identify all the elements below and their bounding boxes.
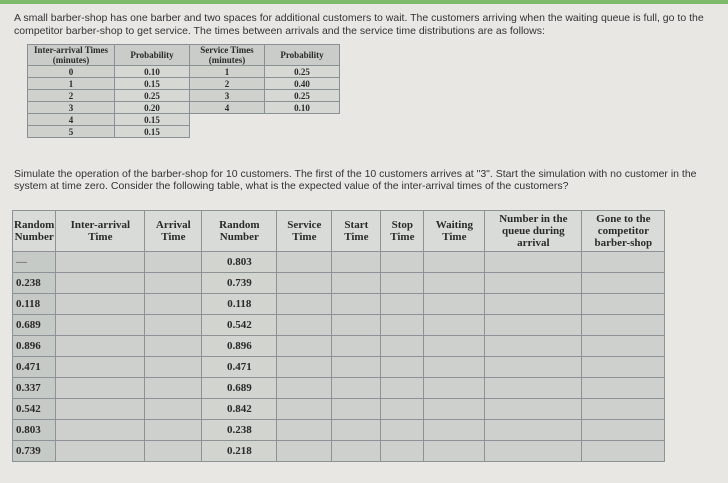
stop-time-cell[interactable]: [381, 294, 424, 315]
table-row: [13, 336, 665, 357]
stop-time-cell[interactable]: [381, 441, 424, 462]
table-row: [13, 441, 665, 462]
service-random-number-cell: 0.689: [202, 378, 277, 399]
gone-to-competitor-cell[interactable]: [582, 420, 665, 441]
arrival-time-cell[interactable]: [145, 441, 202, 462]
service-time-cell[interactable]: [277, 399, 332, 420]
service-random-number-cell: 0.471: [202, 357, 277, 378]
table-row: [13, 315, 665, 336]
inter-arrival-prob-cell: 0.15: [115, 114, 190, 126]
number-in-queue-cell[interactable]: [485, 420, 582, 441]
waiting-time-cell[interactable]: [424, 294, 485, 315]
waiting-time-cell[interactable]: [424, 399, 485, 420]
distribution-table: [27, 44, 340, 138]
gone-to-competitor-cell[interactable]: [582, 441, 665, 462]
service-time-cell: 4: [190, 102, 265, 114]
waiting-time-cell[interactable]: [424, 357, 485, 378]
gone-to-competitor-cell[interactable]: [582, 294, 665, 315]
gone-to-competitor-cell[interactable]: [582, 273, 665, 294]
inter-arrival-time-cell[interactable]: [56, 441, 145, 462]
random-number-cell: 0.471: [13, 357, 56, 378]
header-service-times: Service Times (minutes): [190, 45, 265, 66]
start-time-cell[interactable]: [332, 294, 381, 315]
service-random-number-cell: 0.803: [202, 252, 277, 273]
service-random-number-cell: 0.118: [202, 294, 277, 315]
random-number-cell: 0.542: [13, 399, 56, 420]
random-number-cell: 0.689: [13, 315, 56, 336]
random-number-cell: 0.337: [13, 378, 56, 399]
stop-time-cell[interactable]: [381, 399, 424, 420]
inter-arrival-time-cell: 1: [28, 78, 115, 90]
inter-arrival-time-cell: 2: [28, 90, 115, 102]
empty-cell: [265, 114, 340, 126]
service-prob-cell: 0.25: [265, 90, 340, 102]
number-in-queue-cell[interactable]: [485, 315, 582, 336]
arrival-time-cell[interactable]: [145, 378, 202, 399]
service-time-cell[interactable]: [277, 378, 332, 399]
table-row: [13, 294, 665, 315]
waiting-time-cell[interactable]: [424, 420, 485, 441]
service-random-number-cell: 0.238: [202, 420, 277, 441]
waiting-time-cell[interactable]: [424, 441, 485, 462]
inter-arrival-time-cell[interactable]: [56, 378, 145, 399]
table-row: [13, 378, 665, 399]
waiting-time-cell[interactable]: [424, 252, 485, 273]
service-time-cell[interactable]: [277, 252, 332, 273]
inter-arrival-time-cell: 3: [28, 102, 115, 114]
inter-arrival-prob-cell: 0.10: [115, 66, 190, 78]
header-start-time: Start Time: [332, 211, 381, 252]
inter-arrival-time-cell[interactable]: [56, 294, 145, 315]
start-time-cell[interactable]: [332, 252, 381, 273]
header-number-in-queue: Number in the queue during arrival: [485, 211, 582, 252]
table-row: [13, 252, 665, 273]
service-time-cell: 2: [190, 78, 265, 90]
start-time-cell[interactable]: [332, 441, 381, 462]
arrival-time-cell[interactable]: [145, 357, 202, 378]
arrival-time-cell[interactable]: [145, 273, 202, 294]
service-time-cell: 3: [190, 90, 265, 102]
header-probability-1: Probability: [115, 45, 190, 66]
inter-arrival-time-cell[interactable]: [56, 336, 145, 357]
header-random-number-service: Random Number: [202, 211, 277, 252]
gone-to-competitor-cell[interactable]: [582, 252, 665, 273]
start-time-cell[interactable]: [332, 336, 381, 357]
random-number-cell: 0.238: [13, 273, 56, 294]
service-time-cell[interactable]: [277, 294, 332, 315]
service-random-number-cell: 0.218: [202, 441, 277, 462]
empty-cell: [190, 114, 265, 126]
number-in-queue-cell[interactable]: [485, 357, 582, 378]
waiting-time-cell[interactable]: [424, 378, 485, 399]
waiting-time-cell[interactable]: [424, 336, 485, 357]
stop-time-cell[interactable]: [381, 357, 424, 378]
start-time-cell[interactable]: [332, 378, 381, 399]
service-time-cell[interactable]: [277, 336, 332, 357]
number-in-queue-cell[interactable]: [485, 273, 582, 294]
stop-time-cell[interactable]: [381, 273, 424, 294]
arrival-time-cell[interactable]: [145, 315, 202, 336]
inter-arrival-time-cell[interactable]: [56, 273, 145, 294]
gone-to-competitor-cell[interactable]: [582, 378, 665, 399]
header-arrival-time: Arrival Time: [145, 211, 202, 252]
number-in-queue-cell[interactable]: [485, 336, 582, 357]
inter-arrival-time-cell: 5: [28, 126, 115, 138]
header-gone-to-competitor: Gone to the competitor barber-shop: [582, 211, 665, 252]
distribution-row: [28, 90, 340, 102]
inter-arrival-prob-cell: 0.20: [115, 102, 190, 114]
arrival-time-cell[interactable]: [145, 294, 202, 315]
random-number-cell: —: [13, 252, 56, 273]
waiting-time-cell[interactable]: [424, 315, 485, 336]
table-row: [13, 420, 665, 441]
simulation-table: [12, 210, 665, 462]
distribution-row: [28, 126, 340, 138]
service-random-number-cell: 0.842: [202, 399, 277, 420]
number-in-queue-cell[interactable]: [485, 252, 582, 273]
gone-to-competitor-cell[interactable]: [582, 315, 665, 336]
inter-arrival-prob-cell: 0.15: [115, 126, 190, 138]
number-in-queue-cell[interactable]: [485, 294, 582, 315]
arrival-time-cell[interactable]: [145, 399, 202, 420]
header-service-time: Service Time: [277, 211, 332, 252]
table-row: [13, 357, 665, 378]
stop-time-cell[interactable]: [381, 420, 424, 441]
intro-text: A small barber-shop has one barber and two spaces for additional customers to wait. The customers arriving when the waiting queue is full, go to the competitor barber-shop to get service. The times between arrivals and the service time distributions are as follows:: [14, 12, 704, 37]
table-row: [13, 399, 665, 420]
number-in-queue-cell[interactable]: [485, 399, 582, 420]
stop-time-cell[interactable]: [381, 252, 424, 273]
inter-arrival-time-cell: 0: [28, 66, 115, 78]
inter-arrival-time-cell[interactable]: [56, 399, 145, 420]
number-in-queue-cell[interactable]: [485, 441, 582, 462]
service-random-number-cell: 0.739: [202, 273, 277, 294]
start-time-cell[interactable]: [332, 357, 381, 378]
inter-arrival-time-cell[interactable]: [56, 420, 145, 441]
service-prob-cell: 0.10: [265, 102, 340, 114]
number-in-queue-cell[interactable]: [485, 378, 582, 399]
stop-time-cell[interactable]: [381, 336, 424, 357]
inter-arrival-time-cell: 4: [28, 114, 115, 126]
empty-cell: [190, 126, 265, 138]
inter-arrival-time-cell[interactable]: [56, 315, 145, 336]
inter-arrival-prob-cell: 0.25: [115, 90, 190, 102]
inter-arrival-time-cell[interactable]: [56, 357, 145, 378]
service-prob-cell: 0.40: [265, 78, 340, 90]
waiting-time-cell[interactable]: [424, 273, 485, 294]
distribution-row: [28, 78, 340, 90]
service-random-number-cell: 0.542: [202, 315, 277, 336]
distribution-row: [28, 66, 340, 78]
header-waiting-time: Waiting Time: [424, 211, 485, 252]
top-accent-line: [0, 0, 728, 4]
empty-cell: [265, 126, 340, 138]
gone-to-competitor-cell[interactable]: [582, 399, 665, 420]
random-number-cell: 0.803: [13, 420, 56, 441]
stop-time-cell[interactable]: [381, 315, 424, 336]
service-random-number-cell: 0.896: [202, 336, 277, 357]
arrival-time-cell[interactable]: [145, 336, 202, 357]
header-stop-time: Stop Time: [381, 211, 424, 252]
service-time-cell[interactable]: [277, 357, 332, 378]
gone-to-competitor-cell[interactable]: [582, 336, 665, 357]
inter-arrival-time-cell[interactable]: [56, 252, 145, 273]
distribution-row: [28, 114, 340, 126]
header-probability-2: Probability: [265, 45, 340, 66]
stop-time-cell[interactable]: [381, 378, 424, 399]
arrival-time-cell[interactable]: [145, 252, 202, 273]
gone-to-competitor-cell[interactable]: [582, 357, 665, 378]
header-random-number: Random Number: [13, 211, 56, 252]
random-number-cell: 0.739: [13, 441, 56, 462]
random-number-cell: 0.118: [13, 294, 56, 315]
start-time-cell[interactable]: [332, 399, 381, 420]
service-time-cell[interactable]: [277, 441, 332, 462]
service-time-cell[interactable]: [277, 420, 332, 441]
table-row: [13, 273, 665, 294]
distribution-row: [28, 102, 340, 114]
arrival-time-cell[interactable]: [145, 420, 202, 441]
header-inter-arrival: Inter-arrival Times (minutes): [28, 45, 115, 66]
service-time-cell[interactable]: [277, 315, 332, 336]
random-number-cell: 0.896: [13, 336, 56, 357]
inter-arrival-prob-cell: 0.15: [115, 78, 190, 90]
service-prob-cell: 0.25: [265, 66, 340, 78]
start-time-cell[interactable]: [332, 420, 381, 441]
question-text: Simulate the operation of the barber-shop for 10 customers. The first of the 10 customers arrives at "3". Start the simulation with no customer in the system at time zero. Consider the following table, what is the expected value of the inter-arrival times of the customers?: [14, 168, 697, 192]
service-time-cell: 1: [190, 66, 265, 78]
service-time-cell[interactable]: [277, 273, 332, 294]
start-time-cell[interactable]: [332, 273, 381, 294]
header-inter-arrival-time: Inter-arrival Time: [56, 211, 145, 252]
start-time-cell[interactable]: [332, 315, 381, 336]
